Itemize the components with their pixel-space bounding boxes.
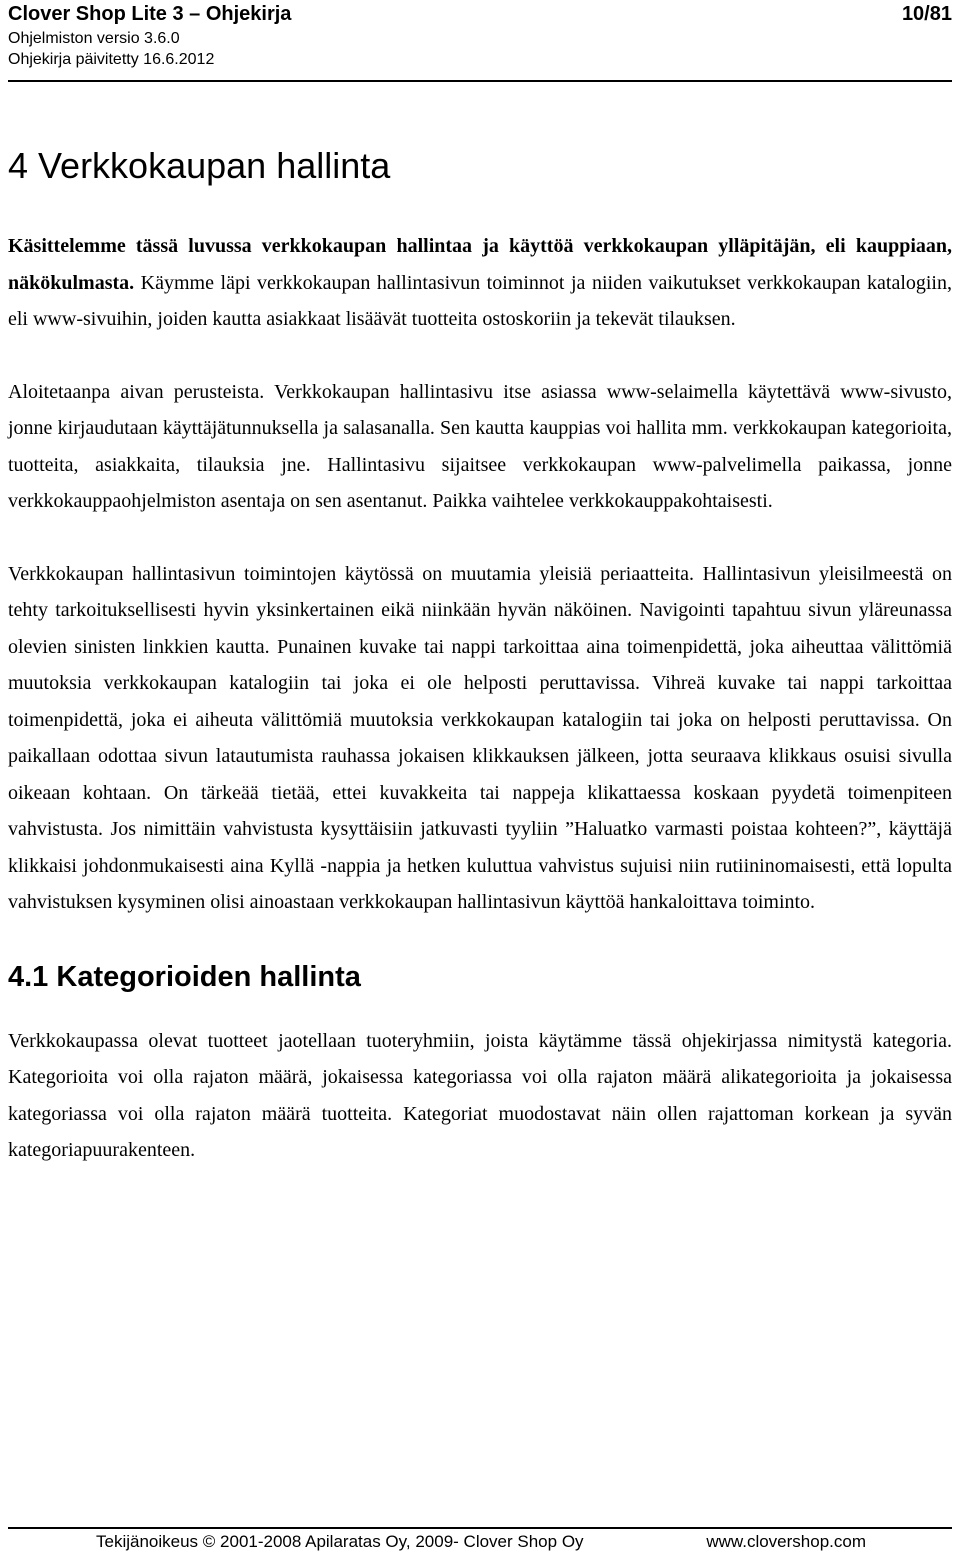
page-number: 10/81 (901, 3, 952, 25)
section-title: 4.1 Kategorioiden hallinta (8, 960, 361, 993)
chapter-intro-paragraph (8, 228, 952, 338)
page-content (8, 138, 952, 1205)
chapter-title: 4 Verkkokaupan hallinta (8, 145, 391, 186)
website-link[interactable]: www.clovershop.com (706, 1532, 866, 1551)
intro-regular-text: Käymme läpi verkkokaupan hallintasivun toiminnot ja niiden vaikutukset verkkokaupan katalogiin, eli www-sivuihin, joiden kautta asiakkaat lisäävät tuotteita ostoskoriin ja tekevät tilauksen. (8, 271, 952, 330)
footer-divider (8, 1527, 952, 1529)
principles-paragraph: Verkkokaupan hallintasivun toimintojen käytössä on muutamia yleisiä periaatteita. Hallintasivun yleisilmeestä on tehty tarkoituksellisesti hyvin yksinkertainen eikä niinkään hyvän näköinen. Navigointi tapahtuu sivun yläreunassa olevien sinisten linkkien kautta. Punainen kuvake tai nappi tarkoittaa aina toimenpidettä, joka aiheuttaa välittömiä muutoksia verkkokaupan katalogiin tai joka ei ole helposti peruttavissa. Vihreä kuvake tai nappi tarkoittaa toimenpidettä, joka ei aiheuta välittömiä muutoksia verkkokaupan katalogiin tai joka on helposti peruttavissa. On paikallaan odottaa sivun latautumista rauhassa jokaisen klikkauksen jälkeen, jotta seuraava klikkaus osuisi sivulla oikeaan kohtaan. On tärkeää tietää, ettei kuvakkeita tai nappeja klikattaessa koskaan pyydetä toimenpiteen vahvistusta. Jos nimittäin vahvistusta kysyttäisiin jatkuvasti tyyliin ”Haluatko varmasti poistaa kohteen?”, käyttäjä klikkaisi johdonmukaisesti aina Kyllä -nappia ja hetken kuluttua vahvistus sujuisi niin rutiininomaisesti, että lopulta vahvistuksen kysyminen olisi ainoastaan verkkokaupan hallintasivun käyttöä hankaloittava toiminto. (8, 562, 952, 913)
copyright-text: Tekijänoikeus © 2001-2008 Apilaratas Oy, 2009- Clover Shop Oy (96, 1532, 584, 1551)
manual-updated-date: Ohjekirja päivitetty 16.6.2012 (8, 51, 215, 68)
basics-paragraph: Aloitetaanpa aivan perusteista. Verkkokaupan hallintasivu itse asiassa www-selaimella käytettävä www-sivusto, jonne kirjaudutaan käyttäjätunnuksella ja salasanalla. Sen kautta kauppias voi hallita mm. verkkokaupan kategorioita, tuotteita, asiakkaita, tilauksia jne. Hallintasivu sijaitsee verkkokaupan www-palvelimella paikassa, jonne verkkokauppaohjelmiston asentaja on sen asentanut. Paikka vaihtelee verkkokauppakohtaisesti. (8, 380, 952, 512)
software-version: Ohjelmiston versio 3.6.0 (8, 30, 180, 47)
page-header (8, 0, 952, 70)
header-divider (8, 80, 952, 82)
categories-paragraph: Verkkokaupassa olevat tuotteet jaotellaan tuoteryhmiin, joista käytämme tässä ohjekirjassa nimitystä kategoria. Kategorioita voi olla rajaton määrä, jokaisessa kategoriassa voi olla rajaton määrä alikategorioita ja jokaisessa kategoriassa voi olla rajaton määrä tuotteita. Kategoriat muodostavat näin ollen rajattoman korkean ja syvän kategoriapuurakenteen. (8, 1029, 952, 1161)
document-title: Clover Shop Lite 3 – Ohjekirja (8, 3, 292, 25)
page-footer (96, 1530, 866, 1554)
header-row (8, 0, 952, 28)
intro-bold-text: Käsittelemme tässä luvussa verkkokaupan hallintaa ja käyttöä verkkokaupan ylläpitäjän, eli kauppiaan, näkökulmasta. (8, 235, 952, 294)
